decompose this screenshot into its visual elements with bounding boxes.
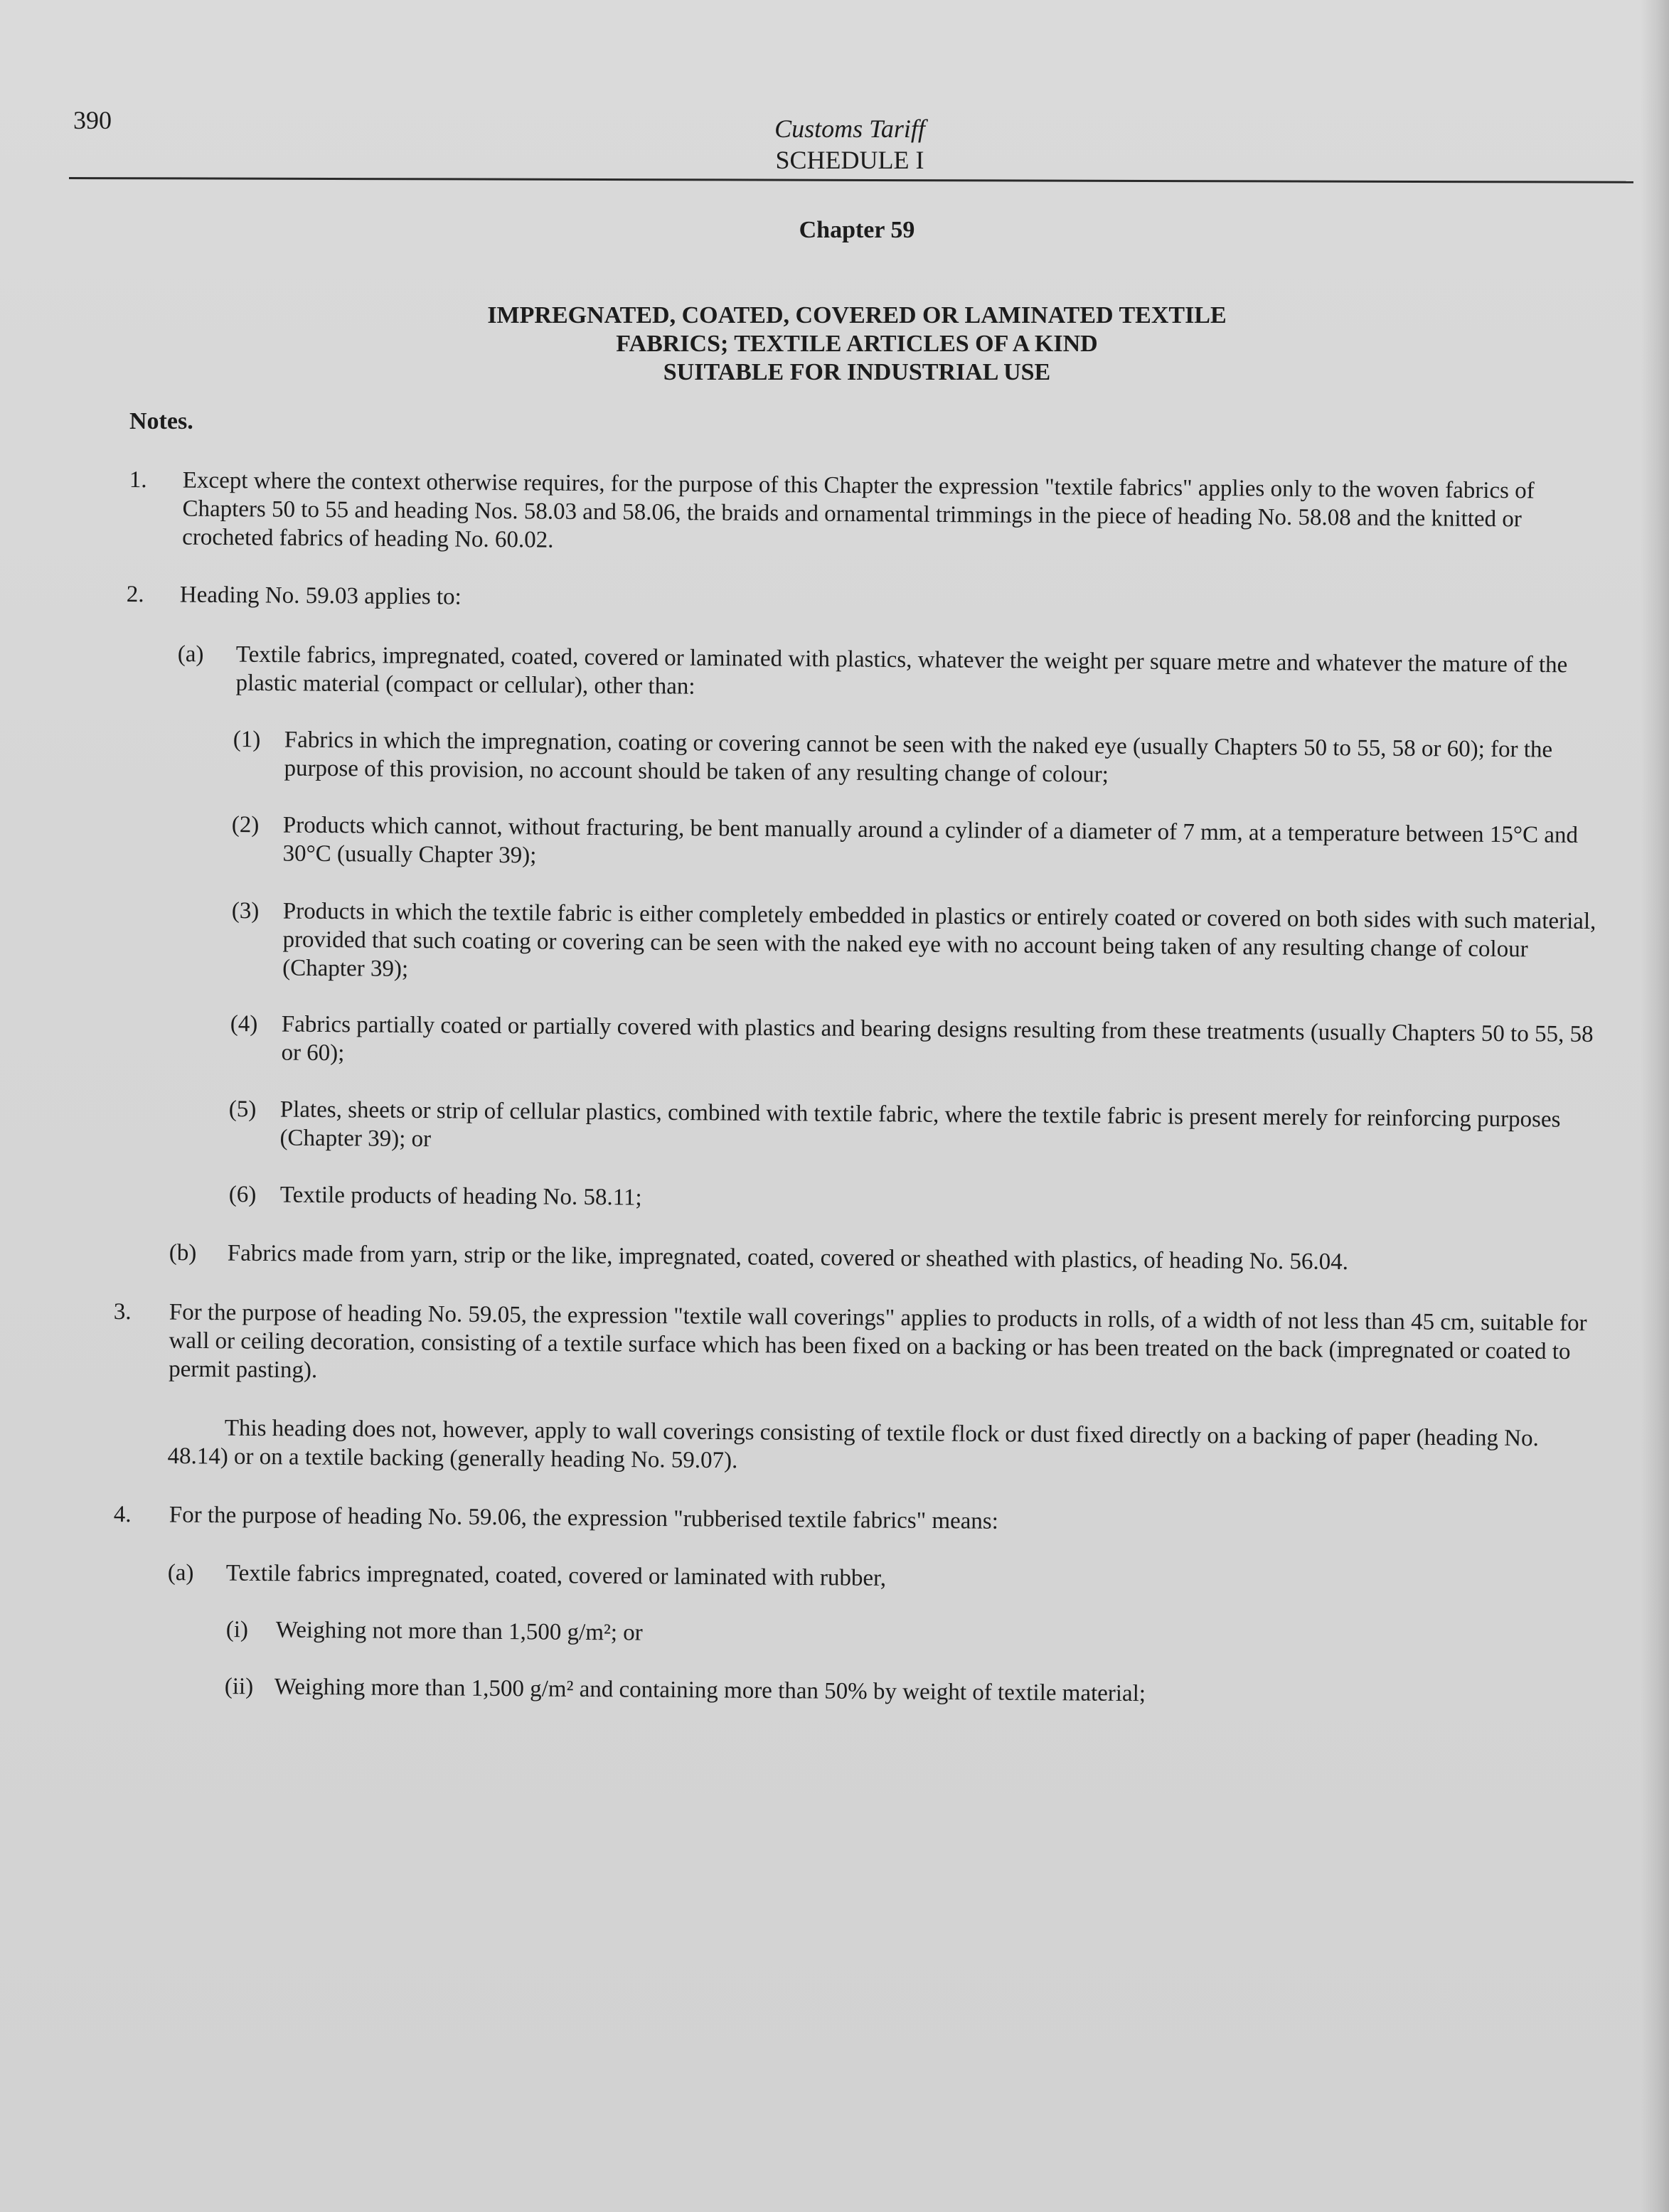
note-text: For the purpose of heading No. 59.05, the expression "textile wall coverings" applies to products in rolls, of a width of not less than 45 cm, suitable for wall or ceiling decoration, consisting of a textile surface which has been fixed on a backing or has been treated on the back (impregnated or coated to permit pasting).	[169, 1299, 1587, 1384]
running-title-line1: Customs Tariff	[774, 114, 925, 143]
notes-label: Notes.	[129, 408, 193, 434]
note-2-a-item	[229, 1180, 1594, 1219]
chapter-title-line1: IMPREGNATED, COATED, COVERED OR LAMINATED TEXTILE	[487, 302, 1227, 328]
chapter-title-line2: FABRICS; TEXTILE ARTICLES OF A KIND	[616, 331, 1098, 357]
item-text: Fabrics partially coated or partially covered with plastics and bearing designs resulting from these treatments (usually Chapters 50 to 55, 58 or 60);	[281, 1011, 1594, 1067]
note-2-b	[169, 1239, 1606, 1278]
item-label: (2)	[231, 811, 260, 838]
chapter-title-line3: SUITABLE FOR INDUSTRIAL USE	[663, 359, 1051, 385]
subnote-text: Textile fabrics impregnated, coated, covered or laminated with rubber,	[225, 1560, 887, 1591]
item-label: (1)	[233, 726, 261, 753]
subnote-label: (b)	[169, 1239, 197, 1266]
item-label: (6)	[228, 1181, 257, 1208]
item-text: Products which cannot, without fracturing, be bent manually around a cylinder of a diameter of 7 mm, at a temperature between 15°C and 30°C (usually Chapter 39);	[282, 812, 1579, 869]
note-1	[129, 466, 1587, 562]
note-number: 4.	[113, 1502, 132, 1528]
item-text: Fabrics in which the impregnation, coating or covering cannot be seen with the naked eye (usually Chapters 50 to 55, 58 or 60); for the purpose of this provision, no account should be taken of any resulting change of colour;	[284, 727, 1553, 788]
note-text: Heading No. 59.03 applies to:	[179, 582, 462, 610]
item-text: Weighing more than 1,500 g/m² and containing more than 50% by weight of textile material;	[274, 1674, 1146, 1707]
item-label: (5)	[228, 1096, 257, 1123]
running-title-line2: SCHEDULE I	[775, 146, 924, 174]
subnote-text: Fabrics made from yarn, strip or the like, impregnated, coated, covered or sheathed with plastics, of heading No. 56.04.	[227, 1240, 1349, 1276]
note-text: For the purpose of heading No. 59.06, the expression "rubberised textile fabrics" means:	[169, 1502, 999, 1534]
item-text: Products in which the textile fabric is either completely embedded in plastics or entirely coated or covered on both sides with such material, provided that such coating or covering can be seen with the naked eye with no account being taken of any resulting change of colour (Chapter 39);	[282, 898, 1596, 982]
page-number: 390	[73, 106, 112, 134]
chapter-heading: Chapter 59	[799, 217, 915, 243]
note-2-a	[177, 640, 1600, 708]
note-text: Except where the context otherwise requires, for the purpose of this Chapter the expression "textile fabrics" applies only to the woven fabrics of Chapters 50 to 55 and heading Nos. 58.03 and 58.06, the braids and ornamental trimmings in the piece of heading No. 58.08 and the knitted or crocheted fabrics of heading No. 60.02.	[182, 467, 1535, 553]
item-label: (i)	[225, 1617, 249, 1643]
item-label: (ii)	[224, 1674, 254, 1700]
note-3-continuation	[167, 1414, 1604, 1482]
item-text: Textile products of heading No. 58.11;	[279, 1182, 642, 1211]
running-title-schedule	[0, 145, 1669, 175]
note-4-a-item	[225, 1672, 1604, 1711]
header-rule	[69, 177, 1633, 183]
running-title	[0, 114, 1669, 144]
note-2-a-item	[228, 1095, 1594, 1163]
item-label: (3)	[231, 897, 260, 924]
item-text: Plates, sheets or strip of cellular plastics, combined with textile fabric, where the textile fabric is present merely for reinforcing purposes (Chapter 39); or	[279, 1096, 1561, 1153]
subnote-label: (a)	[177, 641, 204, 668]
note-4-a	[168, 1559, 1590, 1598]
subnote-label: (a)	[167, 1560, 194, 1586]
note-number: 3.	[113, 1298, 132, 1325]
subnote-text: Textile fabrics, impregnated, coated, covered or laminated with plastics, whatever the weight per square metre and whatever the mature of the plastic material (compact or cellular), other than:	[235, 641, 1568, 700]
note-number: 1.	[129, 466, 147, 493]
note-2-a-item	[230, 1010, 1596, 1077]
note-3	[113, 1298, 1604, 1394]
note-number: 2.	[126, 581, 144, 608]
item-label: (4)	[230, 1010, 258, 1037]
note-text: This heading does not, however, apply to wall coverings consisting of textile flock or dust fixed directly on a backing of paper (heading No. 48.14) or on a textile backing (generally heading No. 59.07).	[167, 1415, 1539, 1474]
note-2-a-item	[231, 897, 1597, 993]
note-4	[114, 1500, 1586, 1540]
note-2-a-item	[233, 725, 1599, 793]
note-4-a-item	[226, 1615, 1591, 1655]
note-2-a-item	[231, 811, 1597, 878]
item-text: Weighing not more than 1,500 g/m²; or	[275, 1617, 643, 1646]
note-2	[127, 580, 1584, 620]
